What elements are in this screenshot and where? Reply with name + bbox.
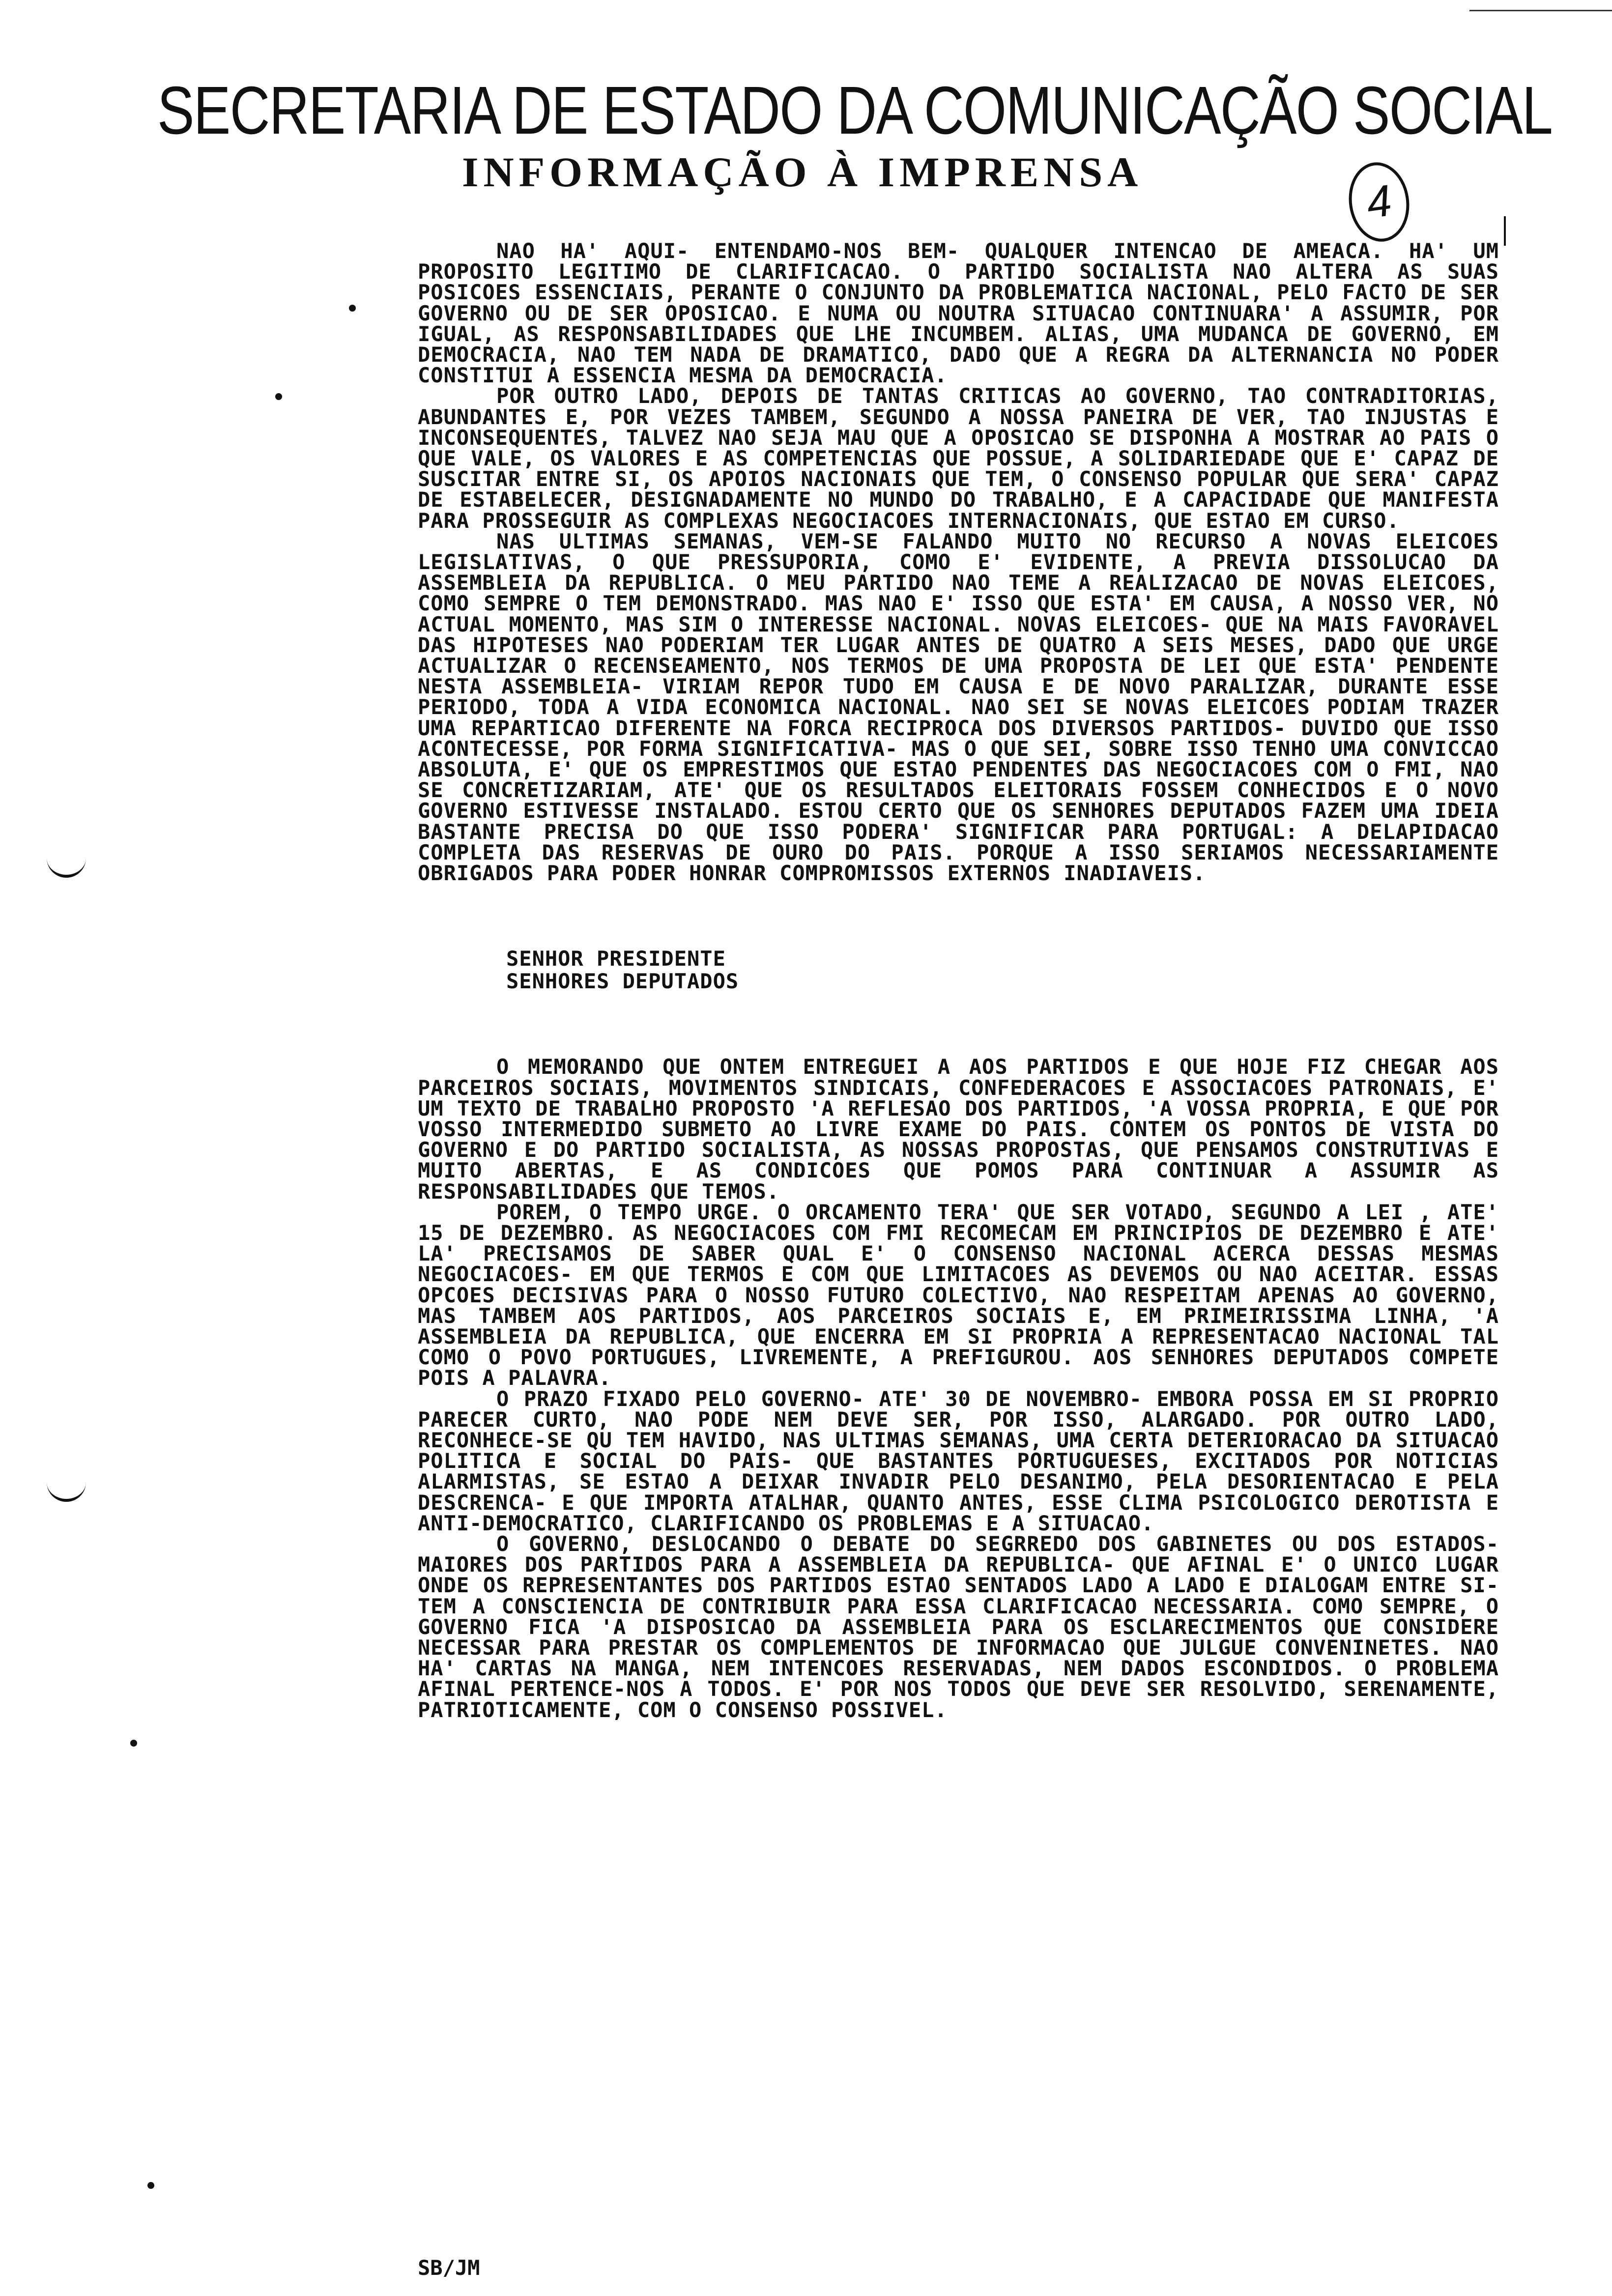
paragraph: NAO HA' AQUI- ENTENDAMO-NOS BEM- QUALQUER INTENCAO DE AMEACA. HA' UM PROPOSITO LEGITIMO DE CLARIFICACAO. O PARTIDO SOCIALISTA NAO ALTERA AS SUAS POSICOES ESSENCIAIS, PERANTE O CONJUNTO DA PROBLEMATICA NACIONAL, PELO FACTO DE SER GOVERNO OU DE SER OPOSICAO. E NUMA OU NOUTRA SITUACAO CONTINUARA' A ASSUMIR, POR IGUAL, AS RESPONSABILIDADES QUE LHE INCUMBEM. ALIAS, UMA MUDANCA DE GOVERNO, EM DEMOCRACIA, NAO TEM NADA DE DRAMATICO, DADO QUE A REGRA DA ALTERNANCIA NO PODER CONSTITUI A ESSENCIA MESMA DA DEMOCRACIA. [418, 239, 1499, 388]
scan-edge-line [1469, 10, 1612, 11]
scan-speck [349, 305, 356, 312]
paragraph: POR OUTRO LADO, DEPOIS DE TANTAS CRITICAS AO GOVERNO, TAO CONTRADITORIAS, ABUNDANTES E, POR VEZES TAMBEM, SEGUNDO A NOSSA PANEIRA DE VER, TAO INJUSTAS E INCONSEQUENTES, TALVEZ NAO SEJA MAU QUE A OPOSICAO SE DISPONHA A MOSTRAR AO PAIS O QUE VALE, OS VALORES E AS COMPETENCIAS QUE POSSUE, A SOLIDARIEDADE QUE E' CAPAZ DE SUSCITAR ENTRE SI, OS APOIOS NACIONAIS QUE TEM, O CONSENSO POPULAR QUE SERA' CAPAZ DE ESTABELECER, DESIGNADAMENTE NO MUNDO DO TRABALHO, E A CAPACIDADE QUE MANIFESTA PARA PROSSEGUIR AS COMPLEXAS NEGOCIACOES INTERNACIONAIS, QUE ESTAO EM CURSO. [418, 384, 1499, 533]
salutation [506, 947, 1499, 993]
scan-speck [147, 2182, 154, 2189]
scan-speck [130, 1740, 137, 1747]
salutation-line: SENHORES DEPUTADOS [506, 969, 739, 994]
paragraph: O PRAZO FIXADO PELO GOVERNO- ATE' 30 DE NOVEMBRO- EMBORA POSSA EM SI PROPRIO PARECER CURTO, NAO PODE NEM DEVE SER, POR ISSO, ALARGADO. POR OUTRO LADO, RECONHECE-SE QU TEM HAVIDO, NAS ULTIMAS SEMANAS, UMA CERTA DETERIORACAO DA SITUACAO POLITICA E SOCIAL DO PAIS- QUE BASTANTES PORTUGUESES, EXCITADOS POR NOTICIAS ALARMISTAS, SE ESTAO A DEIXAR INVADIR PELO DESANIMO, PELA DESORIENTACAO E PELA DESCRENCA- E QUE IMPORTA ATALHAR, QUANTO ANTES, ESSE CLIMA PSICOLOGICO DEROTISTA E ANTI-DEMOCRATICO, CLARIFICANDO OS PROBLEMAS E A SITUACAO. [418, 1386, 1499, 1535]
salutation-line: SENHOR PRESIDENTE [506, 947, 726, 971]
punch-hole-mark-upper [47, 855, 86, 878]
body-text [418, 241, 1499, 1721]
handwritten-page-number: 4 [1344, 158, 1414, 245]
punch-hole-mark-lower [47, 1479, 86, 1502]
margin-mark [1504, 216, 1506, 246]
header-title: SECRETARIA DE ESTADO DA COMUNICAÇÃO SOCIAL [157, 73, 1553, 148]
signoff-initials: SB/JM [418, 2256, 480, 2280]
paragraph: O MEMORANDO QUE ONTEM ENTREGUEI A AOS PARTIDOS E QUE HOJE FIZ CHEGAR AOS PARCEIROS SOCIAIS, MOVIMENTOS SINDICAIS, CONFEDERACOES E ASSOCIACOES PATRONAIS, E' UM TEXTO DE TRABALHO PROPOSTO 'A REFLESAO DOS PARTIDOS, 'A VOSSA PROPRIA, E QUE POR VOSSO INTERMEDIDO SUBMETO AO LIVRE EXAME DO PAIS. CONTEM OS PONTOS DE VISTA DO GOVERNO E DO PARTIDO SOCIALISTA, AS NOSSAS PROPOSTAS, QUE PENSAMOS CONSTRUTIVAS E MUITO ABERTAS, E AS CONDICOES QUE POMOS PARA CONTINUAR A ASSUMIR AS RESPONSABILIDADES QUE TEMOS. [418, 1055, 1499, 1204]
scan-speck [275, 393, 282, 400]
paragraph: POREM, O TEMPO URGE. O ORCAMENTO TERA' QUE SER VOTADO, SEGUNDO A LEI , ATE' 15 DE DEZEMBRO. AS NEGOCIACOES COM FMI RECOMECAM EM PRINCIPIOS DE DEZEMBRO E ATE' LA' PRECISAMOS DE SABER QUAL E' O CONSENSO NACIONAL ACERCA DESSAS MESMAS NEGOCIACOES- EM QUE TERMOS E COM QUE LIMITACOES AS DEVEMOS OU NAO ACEITAR. ESSAS OPCOES DECISIVAS PARA O NOSSO FUTURO COLECTIVO, NAO RESPEITAM APENAS AO GOVERNO, MAS TAMBEM AOS PARTIDOS, AOS PARCEIROS SOCIAIS E, EM PRIMEIRISSIMA LINHA, 'A ASSEMBLEIA DA REPUBLICA, QUE ENCERRA EM SI PROPRIA A REPRESENTACAO NACIONAL TAL COMO O POVO PORTUGUES, LIVREMENTE, A PREFIGUROU. AOS SENHORES DEPUTADOS COMPETE POIS A PALAVRA. [418, 1200, 1499, 1390]
paragraph: NAS ULTIMAS SEMANAS, VEM-SE FALANDO MUITO NO RECURSO A NOVAS ELEICOES LEGISLATIVAS, O QUE PRESSUPORIA, COMO E' EVIDENTE, A PREVIA DISSOLUCAO DA ASSEMBLEIA DA REPUBLICA. O MEU PARTIDO NAO TEME A REALIZACAO DE NOVAS ELEICOES, COMO SEMPRE O TEM DEMONSTRADO. MAS NAO E' ISSO QUE ESTA' EM CAUSA, A NOSSO VER, NO ACTUAL MOMENTO, MAS SIM O INTERESSE NACIONAL. NOVAS ELEICOES- QUE NA MAIS FAVORAVEL DAS HIPOTESES NAO PODERIAM TER LUGAR ANTES DE QUATRO A SEIS MESES, DADO QUE URGE ACTUALIZAR O RECENSEAMENTO, NOS TERMOS DE UMA PROPOSTA DE LEI QUE ESTA' PENDENTE NESTA ASSEMBLEIA- VIRIAM REPOR TUDO EM CAUSA E DE NOVO PARALIZAR, DURANTE ESSE PERIODO, TODA A VIDA ECONOMICA NACIONAL. NAO SEI SE NOVAS ELEICOES PODIAM TRAZER UMA REPARTICAO DIFERENTE NA FORCA RECIPROCA DOS DIVERSOS PARTIDOS- DUVIDO QUE ISSO ACONTECESSE, POR FORMA SIGNIFICATIVA- MAS O QUE SEI, SOBRE ISSO TENHO UMA CONVICCAO ABSOLUTA, E' QUE OS EMPRESTIMOS QUE ESTAO PENDENTES DAS NEGOCIACOES COM O FMI, NAO SE CONCRETIZARIAM, ATE' QUE OS RESULTADOS ELEITORAIS FOSSEM CONHECIDOS E O NOVO GOVERNO ESTIVESSE INSTALADO. ESTOU CERTO QUE OS SENHORES DEPUTADOS FAZEM UMA IDEIA BASTANTE PRECISA DO QUE ISSO PODERA' SIGNIFICAR PARA PORTUGAL: A DELAPIDACAO COMPLETA DAS RESERVAS DE OURO DO PAIS. PORQUE A ISSO SERIAMOS NECESSARIAMENTE OBRIGADOS PARA PODER HONRAR COMPROMISSOS EXTERNOS INADIAVEIS. [418, 529, 1499, 886]
header-subtitle: INFORMAÇÃO À IMPRENSA [462, 148, 1143, 196]
paragraph: O GOVERNO, DESLOCANDO O DEBATE DO SEGRREDO DOS GABINETES OU DOS ESTADOS-MAIORES DOS PARTIDOS PARA A ASSEMBLEIA DA REPUBLICA- QUE AFINAL E' O UNICO LUGAR ONDE OS REPRESENTANTES DOS PARTIDOS ESTAO SENTADOS LADO A LADO E DIALOGAM ENTRE SI- TEM A CONSCIENCIA DE CONTRIBUIR PARA ESSA CLARIFICACAO NECESSARIA. COMO SEMPRE, O GOVERNO FICA 'A DISPOSICAO DA ASSEMBLEIA PARA OS ESCLARECIMENTOS QUE CONSIDERE NECESSAR PARA PRESTAR OS COMPLEMENTOS DE INFORMACAO QUE JULGUE CONVENINETES. NAO HA' CARTAS NA MANGA, NEM INTENCOES RESERVADAS, NEM DADOS ESCONDIDOS. O PROBLEMA AFINAL PERTENCE-NOS A TODOS. E' POR NOS TODOS QUE DEVE SER RESOLVIDO, SERENAMENTE, PATRIOTICAMENTE, COM O CONSENSO POSSIVEL. [418, 1531, 1499, 1722]
